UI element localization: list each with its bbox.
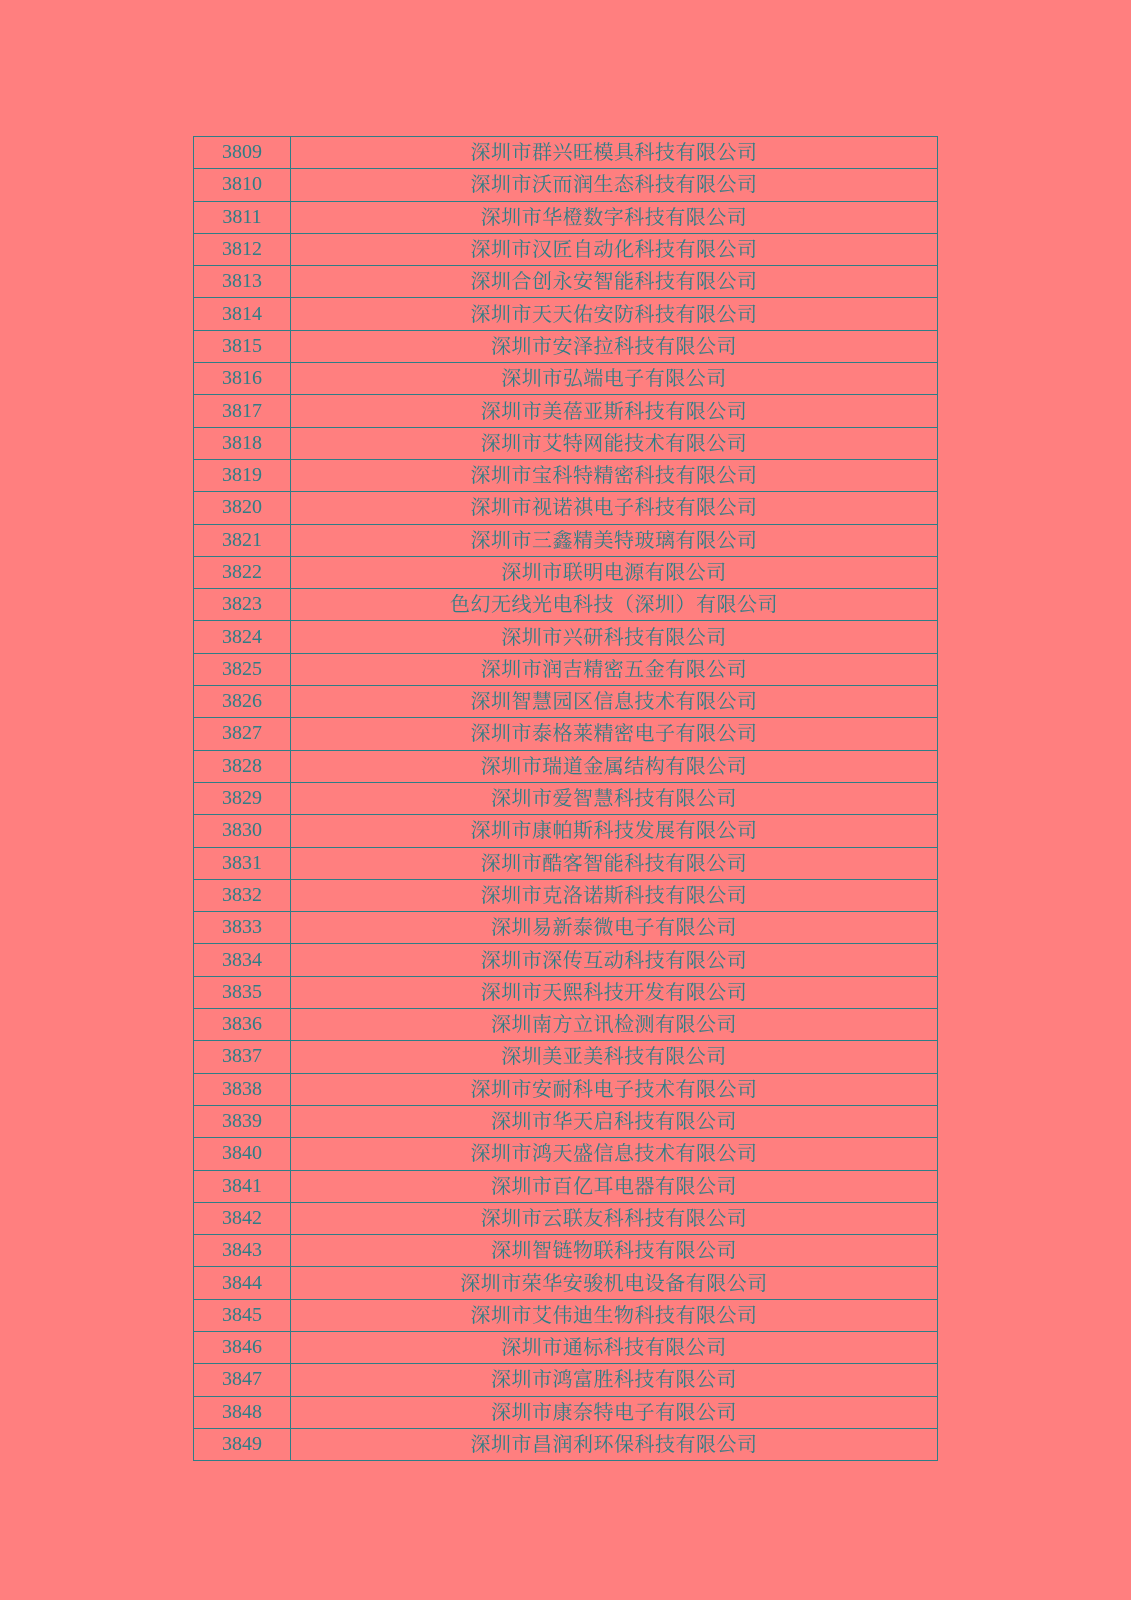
table-row (194, 330, 938, 362)
company-name: 深圳市华天启科技有限公司 (291, 1105, 938, 1137)
row-number: 3824 (194, 621, 291, 653)
row-number: 3822 (194, 556, 291, 588)
company-name: 深圳市弘端电子有限公司 (291, 363, 938, 395)
company-name: 深圳市荣华安骏机电设备有限公司 (291, 1267, 938, 1299)
table-row (194, 1428, 938, 1460)
table-row (194, 233, 938, 265)
row-number: 3840 (194, 1138, 291, 1170)
row-number: 3845 (194, 1299, 291, 1331)
row-number: 3828 (194, 750, 291, 782)
row-number: 3833 (194, 912, 291, 944)
table-row (194, 686, 938, 718)
company-name: 深圳市天天佑安防科技有限公司 (291, 298, 938, 330)
table-row (194, 589, 938, 621)
company-name: 深圳市酷客智能科技有限公司 (291, 847, 938, 879)
company-list-table (193, 136, 938, 1461)
company-name: 深圳市通标科技有限公司 (291, 1331, 938, 1363)
table-row (194, 1041, 938, 1073)
table-row (194, 1364, 938, 1396)
company-name: 深圳市联明电源有限公司 (291, 556, 938, 588)
table-row (194, 1396, 938, 1428)
company-name: 深圳市鸿富胜科技有限公司 (291, 1364, 938, 1396)
company-name: 深圳易新泰微电子有限公司 (291, 912, 938, 944)
row-number: 3834 (194, 944, 291, 976)
row-number: 3830 (194, 815, 291, 847)
row-number: 3831 (194, 847, 291, 879)
company-name: 深圳市美蓓亚斯科技有限公司 (291, 395, 938, 427)
company-name: 深圳市安泽拉科技有限公司 (291, 330, 938, 362)
table-row (194, 1235, 938, 1267)
table-row (194, 750, 938, 782)
table-row (194, 782, 938, 814)
company-name: 色幻无线光电科技（深圳）有限公司 (291, 589, 938, 621)
row-number: 3835 (194, 976, 291, 1008)
table-row (194, 1170, 938, 1202)
company-name: 深圳市汉匠自动化科技有限公司 (291, 233, 938, 265)
table-body (194, 137, 938, 1461)
company-name: 深圳市云联友科科技有限公司 (291, 1202, 938, 1234)
table-row (194, 1331, 938, 1363)
row-number: 3836 (194, 1009, 291, 1041)
row-number: 3838 (194, 1073, 291, 1105)
row-number: 3825 (194, 653, 291, 685)
company-name: 深圳市康帕斯科技发展有限公司 (291, 815, 938, 847)
company-name: 深圳市华橙数字科技有限公司 (291, 201, 938, 233)
company-name: 深圳市兴研科技有限公司 (291, 621, 938, 653)
row-number: 3816 (194, 363, 291, 395)
row-number: 3819 (194, 459, 291, 491)
company-name: 深圳市天熙科技开发有限公司 (291, 976, 938, 1008)
row-number: 3810 (194, 169, 291, 201)
company-name: 深圳市泰格莱精密电子有限公司 (291, 718, 938, 750)
company-name: 深圳市艾伟迪生物科技有限公司 (291, 1299, 938, 1331)
company-name: 深圳市三鑫精美特玻璃有限公司 (291, 524, 938, 556)
table-row (194, 201, 938, 233)
company-name: 深圳市百亿耳电器有限公司 (291, 1170, 938, 1202)
company-name: 深圳市群兴旺模具科技有限公司 (291, 137, 938, 169)
table-row (194, 363, 938, 395)
row-number: 3847 (194, 1364, 291, 1396)
row-number: 3812 (194, 233, 291, 265)
row-number: 3827 (194, 718, 291, 750)
row-number: 3818 (194, 427, 291, 459)
table-row (194, 944, 938, 976)
table-row (194, 1299, 938, 1331)
row-number: 3842 (194, 1202, 291, 1234)
row-number: 3821 (194, 524, 291, 556)
row-number: 3849 (194, 1428, 291, 1460)
company-name: 深圳市深传互动科技有限公司 (291, 944, 938, 976)
table-row (194, 137, 938, 169)
row-number: 3837 (194, 1041, 291, 1073)
company-name: 深圳智慧园区信息技术有限公司 (291, 686, 938, 718)
table-row (194, 815, 938, 847)
table-row (194, 169, 938, 201)
table-row (194, 1073, 938, 1105)
row-number: 3848 (194, 1396, 291, 1428)
company-name: 深圳美亚美科技有限公司 (291, 1041, 938, 1073)
row-number: 3846 (194, 1331, 291, 1363)
row-number: 3823 (194, 589, 291, 621)
company-name: 深圳市克洛诺斯科技有限公司 (291, 879, 938, 911)
table-row (194, 653, 938, 685)
table-row (194, 1202, 938, 1234)
table-row (194, 1009, 938, 1041)
company-name: 深圳市康奈特电子有限公司 (291, 1396, 938, 1428)
table-row (194, 879, 938, 911)
table-row (194, 621, 938, 653)
row-number: 3841 (194, 1170, 291, 1202)
company-name: 深圳市视诺祺电子科技有限公司 (291, 492, 938, 524)
row-number: 3832 (194, 879, 291, 911)
row-number: 3843 (194, 1235, 291, 1267)
company-name: 深圳市宝科特精密科技有限公司 (291, 459, 938, 491)
table-row (194, 1105, 938, 1137)
company-name: 深圳市昌润利环保科技有限公司 (291, 1428, 938, 1460)
company-name: 深圳南方立讯检测有限公司 (291, 1009, 938, 1041)
company-name: 深圳市瑞道金属结构有限公司 (291, 750, 938, 782)
table-row (194, 492, 938, 524)
table-row (194, 427, 938, 459)
table-row (194, 1267, 938, 1299)
table-row (194, 847, 938, 879)
table-row (194, 976, 938, 1008)
row-number: 3811 (194, 201, 291, 233)
row-number: 3817 (194, 395, 291, 427)
row-number: 3820 (194, 492, 291, 524)
company-name: 深圳市安耐科电子技术有限公司 (291, 1073, 938, 1105)
table-row (194, 912, 938, 944)
company-name: 深圳市沃而润生态科技有限公司 (291, 169, 938, 201)
row-number: 3844 (194, 1267, 291, 1299)
company-name: 深圳市爱智慧科技有限公司 (291, 782, 938, 814)
row-number: 3814 (194, 298, 291, 330)
table-row (194, 1138, 938, 1170)
table-row (194, 298, 938, 330)
company-name: 深圳市润吉精密五金有限公司 (291, 653, 938, 685)
company-name: 深圳合创永安智能科技有限公司 (291, 266, 938, 298)
row-number: 3826 (194, 686, 291, 718)
row-number: 3829 (194, 782, 291, 814)
table-row (194, 524, 938, 556)
table-row (194, 718, 938, 750)
table-row (194, 266, 938, 298)
table-row (194, 556, 938, 588)
company-name: 深圳市鸿天盛信息技术有限公司 (291, 1138, 938, 1170)
table-row (194, 459, 938, 491)
company-name: 深圳智链物联科技有限公司 (291, 1235, 938, 1267)
company-name: 深圳市艾特网能技术有限公司 (291, 427, 938, 459)
row-number: 3809 (194, 137, 291, 169)
table-row (194, 395, 938, 427)
row-number: 3815 (194, 330, 291, 362)
row-number: 3813 (194, 266, 291, 298)
row-number: 3839 (194, 1105, 291, 1137)
